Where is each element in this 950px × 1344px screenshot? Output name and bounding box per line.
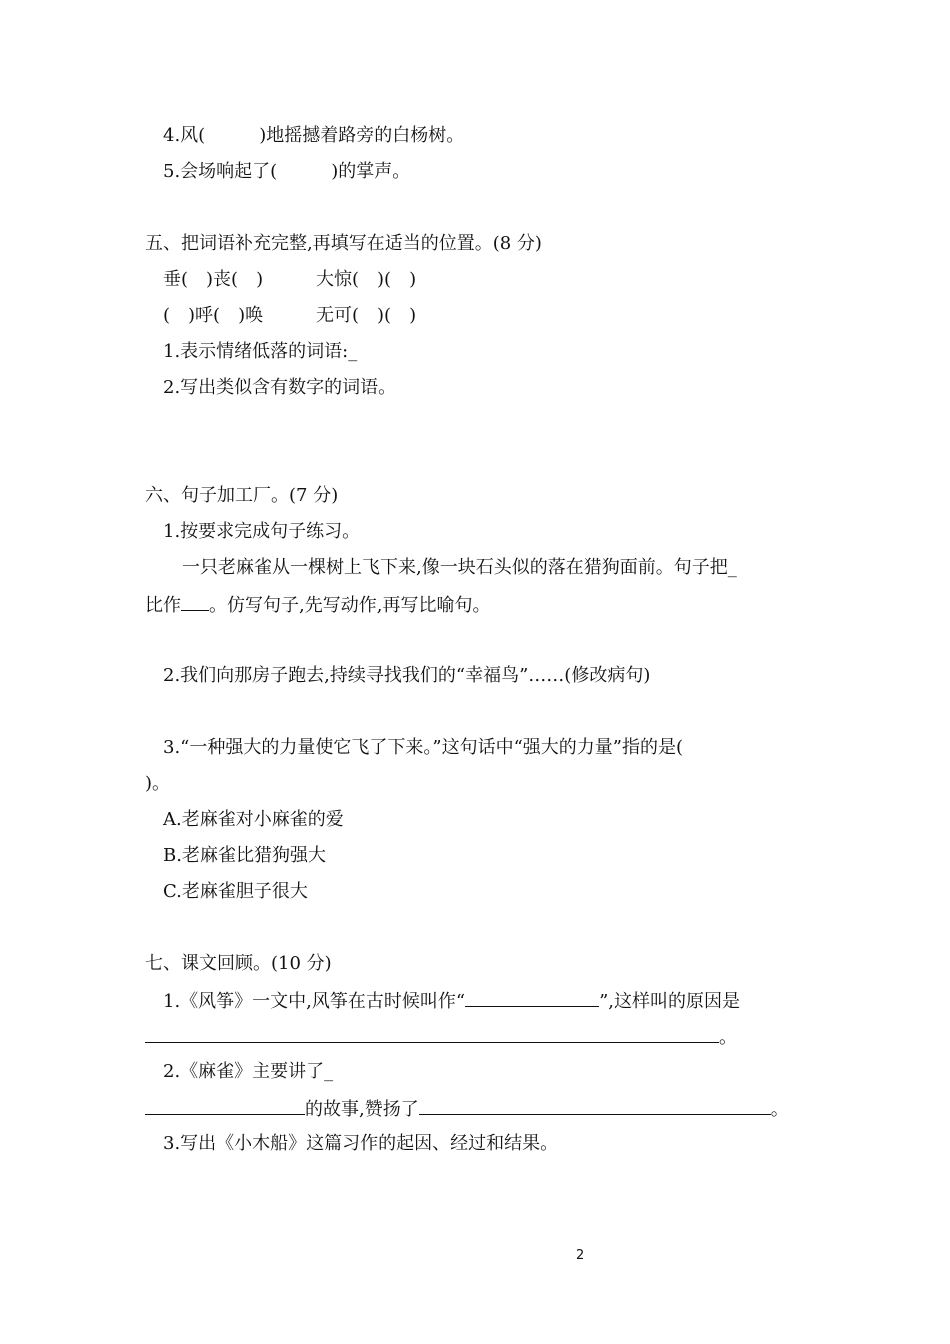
option-a: A.老麻雀对小麻雀的爱 (163, 809, 344, 830)
question-5-2: 2.写出类似含有数字的词语。 (163, 377, 397, 398)
question-6-1-text: 一只老麻雀从一棵树上飞下来,像一块石头似的落在猎狗面前。句子把_ (182, 557, 737, 578)
text-segment: ”,这样叫的原因是 (599, 991, 741, 1012)
question-5-1: 1.表示情绪低落的词语:_ (163, 341, 358, 362)
word-blank-2: 大惊( )( ) (316, 269, 417, 290)
question-7-2: 2.《麻雀》主要讲了_ (163, 1061, 334, 1082)
answer-blank (181, 592, 209, 611)
question-4-4: 4.风( )地摇撼着路旁的白杨树。 (163, 125, 465, 146)
word-blank-4: 无可( )( ) (316, 305, 417, 326)
text-segment: 。 (719, 1027, 737, 1048)
answer-blank (465, 988, 599, 1007)
word-blank-3: ( )呼( )唤 (163, 305, 264, 326)
option-c: C.老麻雀胆子很大 (163, 881, 308, 902)
page-number: 2 (576, 1248, 585, 1263)
text-segment: 比作 (145, 595, 181, 616)
answer-blank (419, 1096, 771, 1115)
question-4-5: 5.会场响起了( )的掌声。 (163, 161, 411, 182)
section-5-title: 五、把词语补充完整,再填写在适当的位置。(8 分) (145, 233, 542, 254)
section-7-title: 七、课文回顾。(10 分) (145, 953, 332, 974)
text-segment: 的故事,赞扬了 (305, 1099, 419, 1120)
text-segment: 。仿写句子,先写动作,再写比喻句。 (209, 595, 491, 616)
question-6-1-text-cont (145, 592, 490, 618)
question-7-2-cont (145, 1096, 789, 1122)
question-7-1 (163, 988, 740, 1014)
question-6-3: 3.“一种强大的力量使它飞了下来。”这句话中“强大的力量”指的是( (163, 737, 684, 758)
question-7-3: 3.写出《小木船》这篇习作的起因、经过和结果。 (163, 1133, 559, 1154)
text-segment: 。 (770, 1099, 789, 1120)
question-7-1-cont (145, 1024, 737, 1050)
answer-blank (145, 1096, 305, 1115)
question-6-2: 2.我们向那房子跑去,持续寻找我们的“幸福鸟”……(修改病句) (163, 665, 651, 686)
text-segment: 1.《风筝》一文中,风筝在古时候叫作“ (163, 991, 466, 1012)
question-6-1: 1.按要求完成句子练习。 (163, 521, 361, 542)
option-b: B.老麻雀比猎狗强大 (163, 845, 326, 866)
word-blank-1: 垂( )丧( ) (163, 269, 264, 290)
section-6-title: 六、句子加工厂。(7 分) (145, 485, 339, 506)
question-6-3-cont: )。 (145, 773, 171, 794)
answer-blank (145, 1024, 719, 1043)
